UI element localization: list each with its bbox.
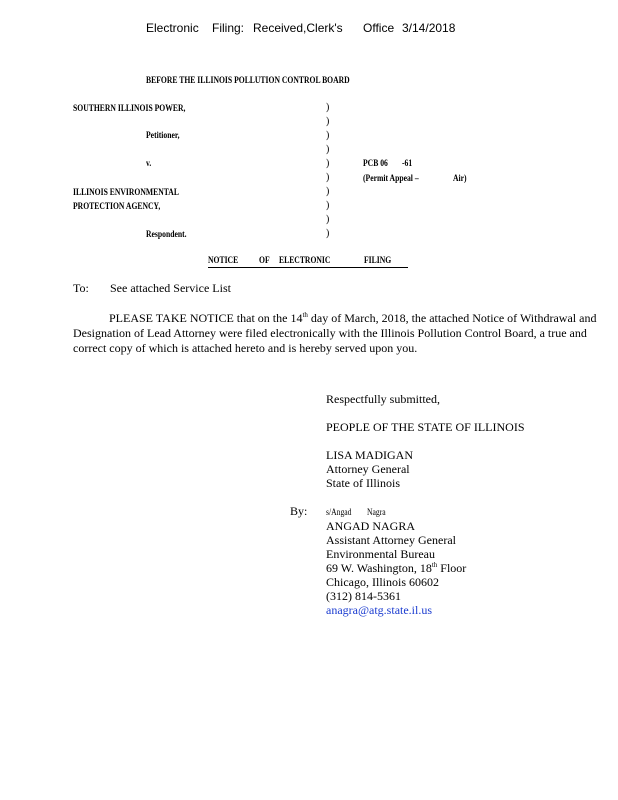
notice-title-word: FILING	[364, 255, 392, 265]
address-superscript: th	[431, 561, 438, 569]
attorney-name: ANGAD NAGRA	[326, 519, 415, 533]
caption-paren: )	[326, 186, 330, 197]
case-number: PCB 06	[363, 158, 388, 168]
caption-paren: )	[326, 144, 330, 155]
caption-paren: )	[326, 158, 330, 169]
board-heading: BEFORE THE ILLINOIS POLLUTION CONTROL BOARD	[146, 75, 350, 85]
caption-paren: )	[326, 200, 330, 211]
case-number-suffix: -61	[402, 158, 413, 168]
notice-title-word: ELECTRONIC	[279, 255, 331, 265]
notice-title	[208, 255, 408, 268]
stamp-electronic: Electronic	[146, 21, 199, 35]
email-link[interactable]: anagra@atg.state.il.us	[326, 603, 433, 617]
respondent-name-line2: PROTECTION AGENCY,	[73, 201, 161, 211]
caption-paren: )	[326, 214, 330, 225]
stamp-received: Received,Clerk's	[253, 21, 343, 35]
to-label: To:	[73, 281, 89, 295]
e-signature: Nagra	[367, 507, 386, 517]
ag-name: LISA MADIGAN	[326, 448, 413, 462]
respondent-name-line1: ILLINOIS ENVIRONMENTAL	[73, 187, 179, 197]
stamp-office: Office	[363, 21, 395, 35]
caption-paren: )	[326, 130, 330, 141]
stamp-date: 3/14/2018	[402, 21, 456, 35]
bureau: Environmental Bureau	[326, 547, 435, 561]
closing: Respectfully submitted,	[326, 392, 440, 406]
paragraph-text: day of March, 2018, the attached Notice of Withdrawal and Designation of Lead Attorney were filed electronically with the Illinois Pollution Control Board, a true and correct copy of which is attached hereto and is hereby served upon you.	[73, 311, 597, 355]
caption-paren: )	[326, 172, 330, 183]
address-line1	[326, 561, 466, 576]
respondent-role: Respondent.	[146, 229, 187, 239]
notice-paragraph	[73, 308, 603, 356]
ag-title: Attorney General	[326, 462, 410, 476]
e-signature: s/Angad	[326, 507, 352, 517]
by-label: By:	[290, 504, 308, 518]
to-value: See attached Service List	[110, 281, 231, 295]
paragraph-text: PLEASE TAKE NOTICE that on the 14	[109, 311, 303, 325]
petitioner-role: Petitioner,	[146, 130, 180, 140]
stamp-filing: Filing:	[212, 21, 245, 35]
paragraph-superscript: th	[302, 311, 308, 319]
notice-title-word: OF	[259, 255, 270, 265]
caption-paren: )	[326, 228, 330, 239]
case-type-suffix: Air)	[453, 173, 467, 183]
address-floor: Floor	[437, 561, 467, 575]
caption-paren: )	[326, 116, 330, 127]
phone: (312) 814-5361	[326, 589, 401, 603]
address-line2: Chicago, Illinois 60602	[326, 575, 439, 589]
versus-label: v.	[146, 158, 152, 168]
ag-state: State of Illinois	[326, 476, 400, 490]
caption-paren: )	[326, 102, 330, 113]
notice-title-word: NOTICE	[208, 255, 239, 265]
address-street: 69 W. Washington, 18	[326, 561, 432, 575]
party-name: PEOPLE OF THE STATE OF ILLINOIS	[326, 420, 525, 434]
attorney-title: Assistant Attorney General	[326, 533, 456, 547]
case-type: (Permit Appeal –	[363, 173, 419, 183]
petitioner-name: SOUTHERN ILLINOIS POWER,	[73, 103, 186, 113]
